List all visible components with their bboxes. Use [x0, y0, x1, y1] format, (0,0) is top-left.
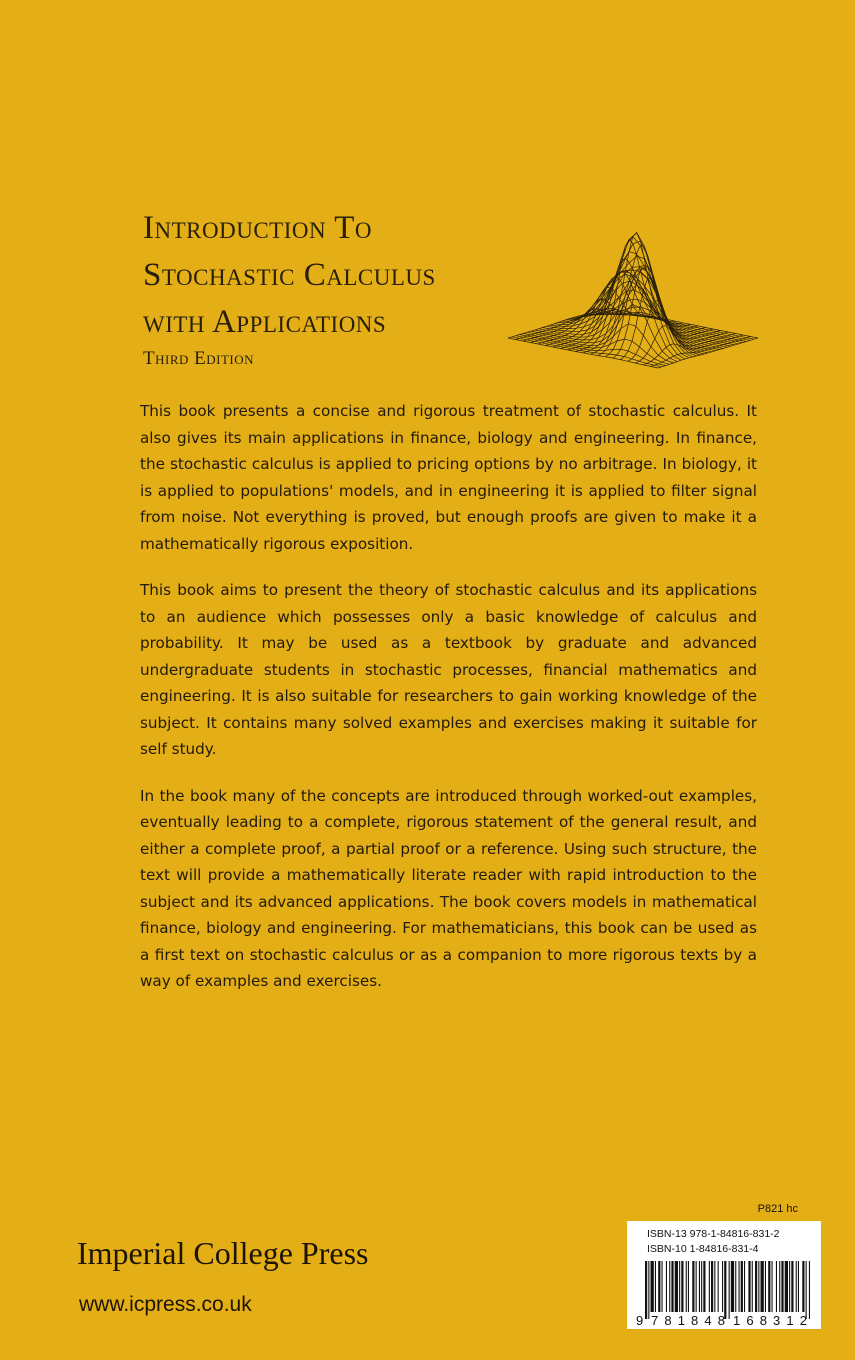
- isbn-10: ISBN-10 1-84816-831-4: [647, 1243, 759, 1255]
- edition-label: Third Edition: [143, 348, 255, 369]
- description-paragraph-2: This book aims to present the theory of stochastic calculus and its applications to an audience which possesses only a basic knowledge of calculus and probability. It may be used as a textbook by graduate and advanced undergraduate students in stochastic processes, financial mathematics and engineering. It is also suitable for researchers to gain working knowledge of the subject. It contains many solved examples and exercises making it suitable for self study.: [140, 581, 757, 758]
- title-line-3: with Applications: [143, 304, 387, 340]
- isbn-13: ISBN-13 978-1-84816-831-2: [647, 1228, 780, 1240]
- description-paragraph-3: In the book many of the concepts are introduced through worked-out examples, eventually leading to a complete, rigorous statement of the general result, and either a complete proof, a partial proof or a reference. Using such structure, the text will provide a mathematically literate reader with rapid introduction to the subject and its advanced applications. The book covers models in mathematical finance, biology and engineering. For mathematicians, this book can be used as a first text on stochastic calculus or as a companion to more rigorous texts by a way of examples and exercises.: [140, 786, 757, 990]
- publisher-website: www.icpress.co.uk: [79, 1293, 252, 1316]
- title-line-1: Introduction To: [143, 210, 373, 246]
- description-paragraph-1: This book presents a concise and rigorous treatment of stochastic calculus. It also gives its main applications in finance, biology and engineering. In finance, the stochastic calculus is applied to pricing options by no arbitrage. In biology, it is applied to populations' models, and in engineering it is applied to filter signal from noise. Not everything is proved, but enough proofs are given to make it a mathematically rigorous exposition.: [140, 402, 757, 553]
- barcode-lead-digit: 9: [636, 1313, 644, 1327]
- barcode-icon: [635, 1259, 815, 1327]
- barcode-label: [627, 1221, 821, 1329]
- title-line-2: Stochastic Calculus: [143, 257, 436, 293]
- barcode-digits-right: 168312: [733, 1313, 807, 1327]
- barcode-digits-left: 781848: [651, 1313, 725, 1327]
- book-description: [140, 398, 757, 1015]
- publisher-name: Imperial College Press: [77, 1235, 369, 1271]
- product-code: P821 hc: [757, 1203, 798, 1215]
- wireframe-surface-icon: [500, 218, 762, 383]
